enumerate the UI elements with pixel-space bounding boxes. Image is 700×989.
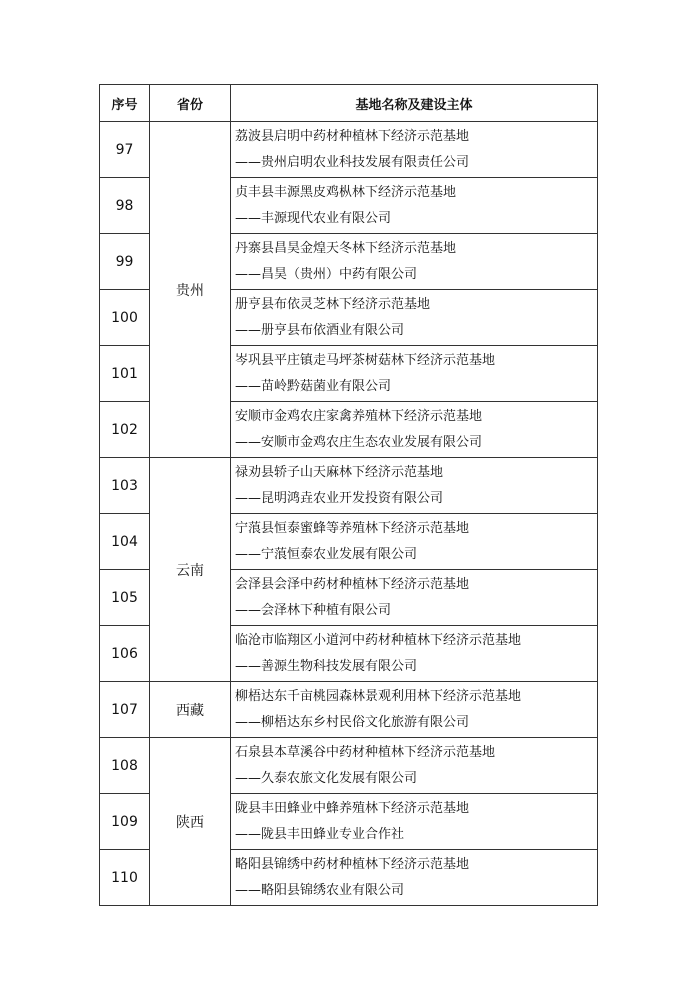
table-row bbox=[100, 458, 598, 514]
row-seq: 104 bbox=[100, 514, 150, 570]
row-name-cell bbox=[231, 738, 598, 794]
base-name: 岑巩县平庄镇走马坪茶树菇林下经济示范基地 bbox=[235, 352, 496, 368]
row-name-cell bbox=[231, 346, 598, 402]
province-cell: 贵州 bbox=[150, 122, 231, 458]
province-cell: 陕西 bbox=[150, 738, 231, 906]
entity-name: ——册亨县布依酒业有限公司 bbox=[235, 322, 405, 338]
base-name: 册亨县布依灵芝林下经济示范基地 bbox=[235, 296, 431, 312]
row-seq: 98 bbox=[100, 178, 150, 234]
row-seq: 105 bbox=[100, 570, 150, 626]
table-header-row bbox=[100, 85, 598, 122]
entity-name: ——丰源现代农业有限公司 bbox=[235, 210, 392, 226]
row-seq: 100 bbox=[100, 290, 150, 346]
table-row bbox=[100, 738, 598, 794]
row-name-cell bbox=[231, 458, 598, 514]
row-seq: 107 bbox=[100, 682, 150, 738]
base-name: 略阳县锦绣中药材种植林下经济示范基地 bbox=[235, 856, 470, 872]
row-name-cell bbox=[231, 682, 598, 738]
row-seq: 106 bbox=[100, 626, 150, 682]
province-cell: 云南 bbox=[150, 458, 231, 682]
row-name-cell bbox=[231, 402, 598, 458]
row-seq: 101 bbox=[100, 346, 150, 402]
base-name: 安顺市金鸡农庄家禽养殖林下经济示范基地 bbox=[235, 408, 483, 424]
base-name: 会泽县会泽中药材种植林下经济示范基地 bbox=[235, 576, 470, 592]
entity-name: ——柳梧达东乡村民俗文化旅游有限公司 bbox=[235, 714, 470, 730]
demonstration-base-table bbox=[99, 84, 598, 906]
entity-name: ——贵州启明农业科技发展有限责任公司 bbox=[235, 154, 470, 170]
base-name: 丹寨县昌昊金煌天冬林下经济示范基地 bbox=[235, 240, 457, 256]
row-seq: 110 bbox=[100, 850, 150, 906]
base-name: 荔波县启明中药材种植林下经济示范基地 bbox=[235, 128, 470, 144]
entity-name: ——昆明鸿垚农业开发投资有限公司 bbox=[235, 490, 444, 506]
table-row bbox=[100, 122, 598, 178]
row-seq: 102 bbox=[100, 402, 150, 458]
row-name-cell bbox=[231, 514, 598, 570]
row-name-cell bbox=[231, 234, 598, 290]
row-name-cell bbox=[231, 122, 598, 178]
base-name: 宁蒗县恒泰蜜蜂等养殖林下经济示范基地 bbox=[235, 520, 470, 536]
entity-name: ——久泰农旅文化发展有限公司 bbox=[235, 770, 418, 786]
row-name-cell bbox=[231, 626, 598, 682]
entity-name: ——略阳县锦绣农业有限公司 bbox=[235, 882, 405, 898]
base-name: 石泉县本草溪谷中药材种植林下经济示范基地 bbox=[235, 744, 496, 760]
entity-name: ——苗岭黔菇菌业有限公司 bbox=[235, 378, 392, 394]
base-name: 贞丰县丰源黑皮鸡枞林下经济示范基地 bbox=[235, 184, 457, 200]
base-name: 柳梧达东千亩桃园森林景观利用林下经济示范基地 bbox=[235, 688, 522, 704]
entity-name: ——善源生物科技发展有限公司 bbox=[235, 658, 418, 674]
row-seq: 97 bbox=[100, 122, 150, 178]
row-seq: 103 bbox=[100, 458, 150, 514]
row-name-cell bbox=[231, 290, 598, 346]
row-seq: 109 bbox=[100, 794, 150, 850]
row-name-cell bbox=[231, 570, 598, 626]
province-cell: 西藏 bbox=[150, 682, 231, 738]
row-seq: 99 bbox=[100, 234, 150, 290]
entity-name: ——会泽林下种植有限公司 bbox=[235, 602, 392, 618]
entity-name: ——宁蒗恒泰农业发展有限公司 bbox=[235, 546, 418, 562]
entity-name: ——昌昊（贵州）中药有限公司 bbox=[235, 266, 418, 282]
base-name: 陇县丰田蜂业中蜂养殖林下经济示范基地 bbox=[235, 800, 470, 816]
row-name-cell bbox=[231, 794, 598, 850]
entity-name: ——陇县丰田蜂业专业合作社 bbox=[235, 826, 405, 842]
header-seq: 序号 bbox=[100, 85, 150, 122]
row-name-cell bbox=[231, 178, 598, 234]
header-province: 省份 bbox=[150, 85, 231, 122]
row-name-cell bbox=[231, 850, 598, 906]
row-seq: 108 bbox=[100, 738, 150, 794]
base-name: 临沧市临翔区小道河中药材种植林下经济示范基地 bbox=[235, 632, 522, 648]
header-name: 基地名称及建设主体 bbox=[231, 85, 598, 122]
entity-name: ——安顺市金鸡农庄生态农业发展有限公司 bbox=[235, 434, 483, 450]
table-row bbox=[100, 682, 598, 738]
base-name: 禄劝县轿子山天麻林下经济示范基地 bbox=[235, 464, 444, 480]
